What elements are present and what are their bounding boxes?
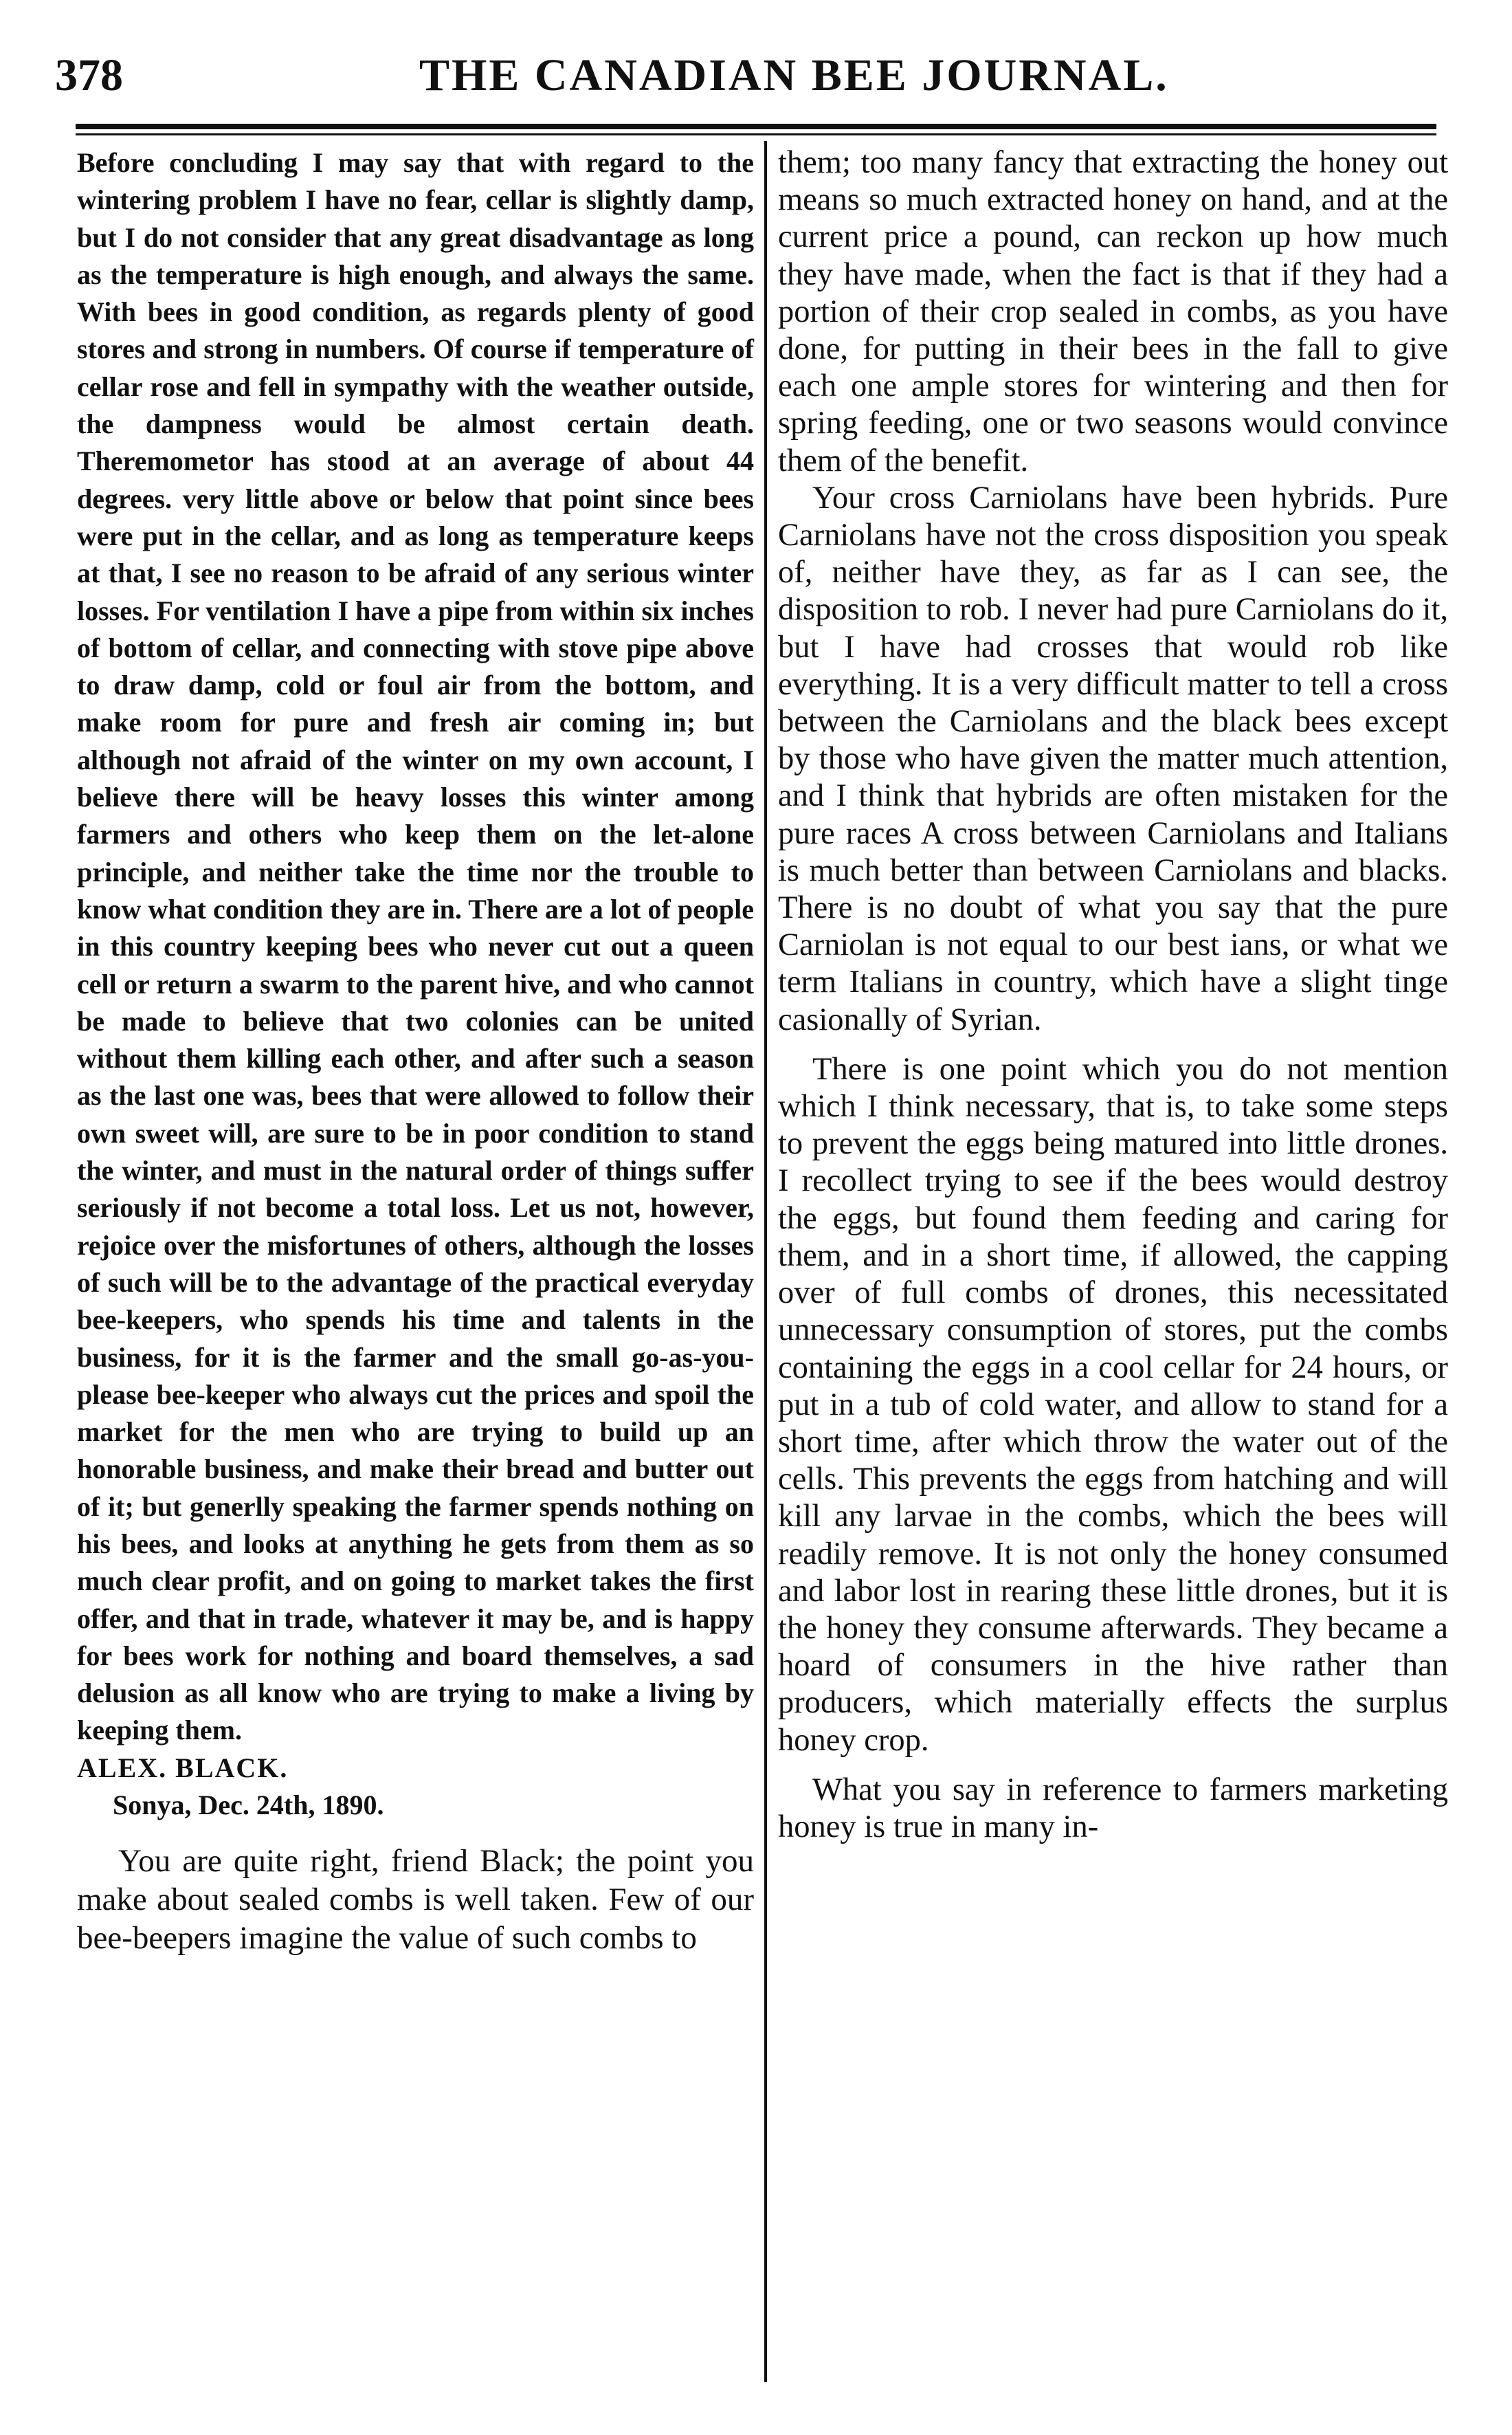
journal-title: THE CANADIAN BEE JOURNAL. [419, 50, 1169, 100]
page-header [55, 49, 1457, 125]
page-number: 378 [55, 50, 123, 100]
header-rule-thin [76, 133, 1436, 135]
reply-paragraph-4: What you say in reference to farmers marketing honey is true in many in- [778, 1772, 1448, 1844]
reply-paragraph-1: them; too many fancy that extracting the honey out means so much extracted honey on hand, and at the current price a pound, can reckon up how much they have made, when the fact is that if they had a portion of their crop sealed in combs, as you have done, for putting in their bees in the fall to give each one ample stores for wintering and then for spring feeding, one or two seasons would convince them of the benefit. [778, 145, 1448, 478]
header-rule [76, 124, 1436, 129]
column-divider [764, 141, 767, 2382]
letter-signature: ALEX. BLACK. [77, 1752, 289, 1783]
letter-dateline: Sonya, Dec. 24th, 1890. [113, 1789, 384, 1821]
left-column [77, 144, 754, 1957]
right-column [778, 144, 1448, 1846]
reply-paragraph-2: Your cross Carniolans have been hybrids. Pure Carniolans have not the cross disposition you speak of, neither have they, as far as I can see, the disposition to rob. I never had pure Carniolans do it, but I have had crosses that would rob like everything. It is a very difficult matter to tell a cross between the Carniolans and the black bees except by those who have given the matter much attention, and I think that hybrids are often mistaken for the pure races A cross between Carniolans and Italians is much better than between Carniolans and blacks. There is no doubt of what you say that the pure Carniolan is not equal to our best ians, or what we term Italians in country, which have a slight tinge casionally of Syrian. [778, 480, 1448, 1037]
reply-paragraph-3: There is one point which you do not mention which I think necessary, that is, to take some steps to prevent the eggs being matured into little drones. I recollect trying to see if the bees would destroy the eggs, but found them feeding and caring for them, and in a short time, if allowed, the capping over of full combs of drones, this necessitated unnecessary consumption of stores, put the combs containing the eggs in a cool cellar for 24 hours, or put in a tub of cold water, and allow to stand for a short time, after which throw the water out of the cells. This prevents the eggs from hatching and will kill any larvae in the combs, which the bees will readily remove. It is not only the honey consumed and labor lost in rearing these little drones, but it is the honey they consume afterwards. They became a hoard of consumers in the hive rather than producers, which materially effects the surplus honey crop. [778, 1051, 1448, 1758]
editor-reply-start: You are quite right, friend Black; the point you make about sealed combs is well taken. Few of our bee-beepers imagine the value of such combs to [77, 1843, 754, 1957]
letter-body: Before concluding I may say that with regard to the wintering problem I have no fear, cellar is slightly damp, but I do not consider that any great disadvantage as long as the temperature is high enough, and always the same. With bees in good condition, as regards plenty of good stores and strong in numbers. Of course if temperature of cellar rose and fell in sympathy with the weather outside, the dampness would be almost certain death. Theremometor has stood at an average of about 44 degrees. very little above or below that point since bees were put in the cellar, and as long as temperature keeps at that, I see no reason to be afraid of any serious winter losses. For ventilation I have a pipe from within six inches of bottom of cellar, and connecting with stove pipe above to draw damp, cold or foul air from the bottom, and make room for pure and fresh air coming in; but although not afraid of the winter on my own account, I believe there will be heavy losses this winter among farmers and others who keep them on the let-alone principle, and neither take the time nor the trouble to know what condition they are in. There are a lot of people in this country keeping bees who never cut out a queen cell or return a swarm to the parent hive, and who cannot be made to believe that two colonies can be united without them killing each other, and after such a season as the last one was, bees that were allowed to follow their own sweet will, are sure to be in poor condition to stand the winter, and must in the natural order of things suffer seriously if not become a total loss. Let us not, however, rejoice over the misfortunes of others, although the losses of such will be to the advantage of the practical everyday bee-keepers, who spends his time and talents in the business, for it is the farmer and the small go-as-you-please bee-keeper who always cut the prices and spoil the market for the men who are trying to build up an honorable business, and make their bread and butter out of it; but generlly speaking the farmer spends nothing on his bees, and looks at anything he gets from them as so much clear profit, and on going to market takes the first offer, and that in trade, whatever it may be, and is happy for bees work for nothing and board themselves, a sad delusion as all know who are trying to make a living by keeping them. [77, 147, 754, 1746]
